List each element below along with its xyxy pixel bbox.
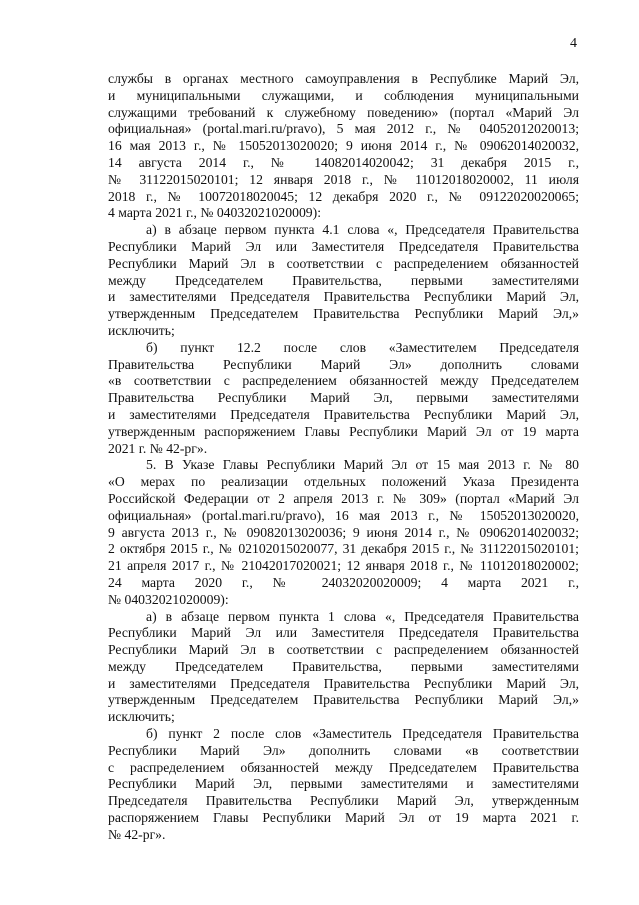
text-line: и муниципальными служащими, и соблюдения муниципальными — [108, 87, 579, 103]
text-line: утвержденным Председателем Правительства Республики Марий Эл,» — [108, 692, 579, 708]
text-line: 24 марта 2020 г., № 24032020020009; 4 марта 2021 г., — [108, 574, 579, 590]
text-line: и заместителями Председателя Правительства Республики Марий Эл, — [108, 406, 579, 422]
text-line: Республики Марий Эл или Заместителя Председателя Правительства — [108, 625, 579, 641]
text-line: Правительства Республики Марий Эл» дополнить словами — [108, 356, 579, 372]
text-line: между Председателем Правительства, первыми заместителями — [108, 658, 579, 674]
text-line: 14 августа 2014 г., № 14082014020042; 31 декабря 2015 г., — [108, 154, 579, 170]
text-line: 2 октября 2015 г., № 02102015020077, 31 декабря 2015 г., № 31122015020101; — [108, 541, 579, 557]
text-line: распоряжением Главы Республики Марий Эл от 19 марта 2021 г. — [108, 810, 579, 826]
text-line: 5. В Указе Главы Республики Марий Эл от 15 мая 2013 г. № 80 — [146, 457, 579, 473]
document-body — [108, 71, 579, 844]
text-line: 9 августа 2013 г., № 09082013020036; 9 июня 2014 г., № 09062014020032; — [108, 524, 579, 540]
text-line: Российской Федерации от 2 апреля 2013 г. № 309» (портал «Марий Эл — [108, 490, 579, 506]
text-line: № 04032021020009): — [108, 591, 229, 607]
text-line: а) в абзаце первом пункта 1 слова «, Председателя Правительства — [146, 608, 579, 624]
text-line: Правительства Республики Марий Эл, первыми заместителями — [108, 390, 579, 406]
text-line: официальная» (portal.mari.ru/pravo), 16 мая 2013 г., № 15052013020020, — [108, 507, 579, 523]
text-line: Республики Марий Эл в соответствии с распределением обязанностей — [108, 642, 579, 658]
paragraph-item-a — [108, 609, 579, 727]
text-line: 4 марта 2021 г., № 04032021020009): — [108, 205, 322, 221]
text-line: Республики Марий Эл в соответствии с распределением обязанностей — [108, 255, 579, 271]
text-line: Республики Марий Эл» дополнить словами «в соответствии — [108, 742, 579, 758]
text-line: а) в абзаце первом пункта 4.1 слова «, Председателя Правительства — [146, 222, 579, 238]
text-line: утвержденным Председателем Правительства Республики Марий Эл,» — [108, 306, 579, 322]
text-line: исключить; — [108, 322, 175, 338]
paragraph-item-b — [108, 340, 579, 458]
text-line: и заместителями Председателя Правительства Республики Марий Эл, — [108, 289, 579, 305]
text-line: и заместителями Председателя Правительства Республики Марий Эл, — [108, 675, 579, 691]
text-line: с распределением обязанностей между Председателем Правительства — [108, 759, 579, 775]
text-line: Республики Марий Эл, первыми заместителями и заместителями — [108, 776, 579, 792]
paragraph-continuation — [108, 71, 579, 222]
text-line: 2018 г., № 10072018020045; 12 декабря 2020 г., № 09122020020065; — [108, 188, 579, 204]
text-line: 16 мая 2013 г., № 15052013020020; 9 июня 2014 г., № 09062014020032, — [108, 138, 579, 154]
text-line: исключить; — [108, 709, 175, 725]
text-line: «в соответствии с распределением обязанностей между Председателем — [108, 373, 579, 389]
text-line: служащими требований к служебному поведению» (портал «Марий Эл — [108, 104, 579, 120]
text-line: официальная» (portal.mari.ru/pravo), 5 мая 2012 г., № 04052012020013; — [108, 121, 579, 137]
text-line: службы в органах местного самоуправления в Республике Марий Эл, — [108, 71, 579, 86]
text-line: Республики Марий Эл или Заместителя Председателя Правительства — [108, 238, 579, 254]
paragraph-item-b — [108, 726, 579, 844]
paragraph-item-a — [108, 222, 579, 340]
page-number: 4 — [570, 36, 577, 51]
text-line: № 42-рг». — [108, 826, 166, 842]
text-line: б) пункт 2 после слов «Заместитель Председателя Правительства — [146, 726, 579, 742]
paragraph-section-5 — [108, 457, 579, 608]
text-line: «О мерах по реализации отдельных положений Указа Президента — [108, 474, 579, 490]
text-line: б) пункт 12.2 после слов «Заместителем Председателя — [146, 339, 579, 355]
text-line: между Председателем Правительства, первыми заместителями — [108, 272, 579, 288]
text-line: Председателя Правительства Республики Марий Эл, утвержденным — [108, 793, 579, 809]
text-line: № 31122015020101; 12 января 2018 г., № 11012018020002, 11 июля — [108, 171, 579, 187]
text-line: 21 апреля 2017 г., № 21042017020021; 12 января 2018 г., № 11012018020002; — [108, 558, 579, 574]
text-line: 2021 г. № 42-рг». — [108, 440, 208, 456]
text-line: утвержденным распоряжением Главы Республики Марий Эл от 19 марта — [108, 423, 579, 439]
